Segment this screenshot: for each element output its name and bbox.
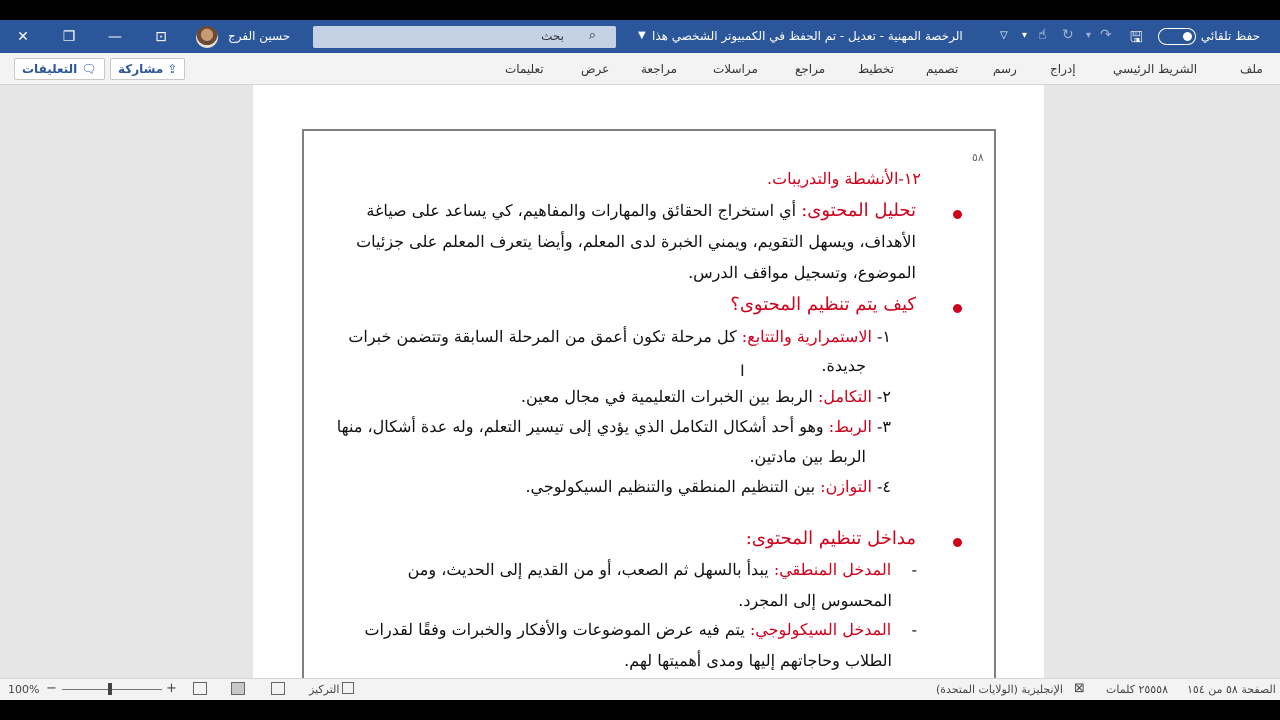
tab-layout[interactable]: تخطيط xyxy=(858,62,894,76)
tab-help[interactable]: تعليمات xyxy=(505,62,544,76)
zoom-slider-thumb[interactable] xyxy=(108,683,112,695)
bullet-marker xyxy=(953,304,962,313)
proofing-icon[interactable]: ⊠ xyxy=(1074,681,1085,696)
term-logical-approach: المدخل المنطقي: xyxy=(773,560,892,579)
comment-icon: 🗨 xyxy=(81,62,97,76)
document-page[interactable] xyxy=(253,85,1044,678)
search-placeholder: بحث xyxy=(541,29,564,43)
paragraph-line[interactable]: الموضوع، وتسجيل مواقف الدرس. xyxy=(688,263,916,282)
share-icon: ⇪ xyxy=(167,62,178,76)
ribbon-tabs xyxy=(0,53,1280,85)
subheading-text: مداخل تنظيم المحتوى: xyxy=(745,528,916,549)
autosave-toggle[interactable] xyxy=(1158,28,1196,45)
page-number: ٥٨ xyxy=(972,151,984,164)
subheading-text: كيف يتم تنظيم المحتوى؟ xyxy=(730,294,916,315)
section-heading[interactable] xyxy=(767,169,921,188)
title-dropdown-icon[interactable]: ▼ xyxy=(638,30,646,41)
item-number: ٤- xyxy=(877,477,891,496)
autosave-label: حفظ تلقائي xyxy=(1200,29,1260,43)
term-psychological-approach: المدخل السيكولوجي: xyxy=(749,620,892,639)
undo-icon[interactable]: ↷ xyxy=(1100,27,1112,43)
bullet-marker xyxy=(953,538,962,547)
tab-review[interactable]: مراجعة xyxy=(641,62,678,76)
share-label: مشاركة xyxy=(118,62,164,76)
tab-draw[interactable]: رسم xyxy=(993,62,1017,76)
tab-home[interactable]: الشريط الرئيسي xyxy=(1113,62,1198,76)
term-balance: التوازن: xyxy=(820,477,872,496)
document-title: الرخصة المهنية - تعديل - تم الحفظ في الكمبيوتر الشخصي هذا xyxy=(652,29,963,43)
heading-text: ١٢-الأنشطة والتدريبات. xyxy=(767,169,921,188)
language-status[interactable]: الإنجليزية (الولايات المتحدة) xyxy=(936,683,1063,696)
avatar[interactable] xyxy=(196,26,218,48)
focus-label[interactable]: التركيز xyxy=(309,683,340,696)
numbered-item[interactable] xyxy=(337,417,891,436)
redo-icon[interactable]: ↻ xyxy=(1062,27,1074,43)
paragraph-line[interactable]: جديدة. xyxy=(821,356,866,375)
numbered-item[interactable] xyxy=(521,387,891,406)
title-bar xyxy=(0,20,1280,53)
paragraph-line[interactable] xyxy=(366,200,916,221)
user-name[interactable]: حسين الفرج xyxy=(228,29,291,43)
paragraph-line[interactable]: المحسوس إلى المجرد. xyxy=(738,591,892,610)
dash-marker: - xyxy=(896,560,917,579)
focus-icon[interactable] xyxy=(342,682,354,694)
text: يتم فيه عرض الموضوعات والأفكار والخبرات وفقًا لقدرات xyxy=(364,620,745,639)
term-integration: التكامل: xyxy=(817,387,872,406)
tab-design[interactable]: تصميم xyxy=(926,62,959,76)
tab-file[interactable]: ملف xyxy=(1240,62,1263,76)
term-continuity: الاستمرارية والتتابع: xyxy=(741,327,872,346)
tab-references[interactable]: مراجع xyxy=(795,62,826,76)
read-mode-icon[interactable] xyxy=(271,682,285,695)
numbered-item[interactable] xyxy=(348,327,891,346)
bullet-marker xyxy=(953,210,962,219)
print-layout-icon[interactable] xyxy=(231,682,245,695)
touch-mode-dropdown-icon[interactable]: ▾ xyxy=(1022,30,1028,41)
comments-button[interactable] xyxy=(14,58,105,80)
search-icon: ⌕ xyxy=(588,28,596,43)
tab-insert[interactable]: إدراج xyxy=(1050,62,1076,76)
search-box[interactable] xyxy=(313,26,616,48)
text: بين التنظيم المنطقي والتنظيم السيكولوجي. xyxy=(525,477,816,496)
item-number: ٢- xyxy=(877,387,891,406)
item-number: ٣- xyxy=(877,417,891,436)
zoom-level[interactable]: 100% xyxy=(8,683,40,696)
dash-marker: - xyxy=(896,620,917,639)
touch-mode-icon[interactable]: ☝ xyxy=(1038,27,1047,43)
word-count[interactable]: ٢٥٥٥٨ كلمات xyxy=(1106,683,1168,696)
dash-item[interactable] xyxy=(408,560,917,579)
web-layout-icon[interactable] xyxy=(193,682,207,695)
paragraph-line[interactable]: الربط بين مادتين. xyxy=(749,447,866,466)
document-canvas[interactable] xyxy=(0,85,1280,678)
subheading-organize-content[interactable] xyxy=(730,294,916,315)
share-button[interactable] xyxy=(110,58,185,80)
paragraph-line[interactable]: الطلاب وحاجاتهم إليها ومدى أهميتها لهم. xyxy=(624,651,892,670)
status-bar xyxy=(0,678,1280,700)
restore-icon[interactable]: ❐ xyxy=(62,28,76,45)
text: وهو أحد أشكال التكامل الذي يؤدي إلى تيسير التعلم، وله عدة أشكال، منها xyxy=(336,417,824,436)
subheading-content-approaches[interactable] xyxy=(746,528,916,549)
save-icon[interactable]: 🖫 xyxy=(1130,28,1143,46)
zoom-slider[interactable] xyxy=(62,689,162,690)
minimize-icon[interactable]: — xyxy=(108,28,122,45)
word-window xyxy=(0,20,1280,700)
comments-label: التعليقات xyxy=(22,62,78,76)
close-icon[interactable]: ✕ xyxy=(17,28,29,45)
zoom-in-icon[interactable]: + xyxy=(166,681,177,696)
item-number: ١- xyxy=(877,327,891,346)
undo-dropdown-icon[interactable]: ▾ xyxy=(1086,30,1092,41)
customize-qat-icon[interactable]: ▽ xyxy=(1000,30,1008,41)
tab-view[interactable]: عرض xyxy=(581,62,610,76)
numbered-item[interactable] xyxy=(525,477,891,496)
text: يبدأ بالسهل ثم الصعب، أو من القديم إلى الحديث، ومن xyxy=(407,560,769,579)
paragraph-line[interactable]: الأهداف، ويسهل التقويم، ويمني الخبرة لدى المعلم، وأيضا يتعرف المعلم على جزئيات xyxy=(356,232,916,251)
page-info[interactable]: الصفحة ٥٨ من ١٥٤ xyxy=(1187,683,1276,696)
text: أي استخراج الحقائق والمهارات والمفاهيم، كي يساعد على صياغة xyxy=(366,201,797,220)
term-content-analysis: تحليل المحتوى: xyxy=(801,200,916,221)
text: كل مرحلة تكون أعمق من المرحلة السابقة وتتضمن خبرات xyxy=(348,327,737,346)
term-linking: الربط: xyxy=(828,417,872,436)
tab-mailings[interactable]: مراسلات xyxy=(713,62,758,76)
text-cursor-icon: I xyxy=(740,361,745,380)
zoom-out-icon[interactable]: − xyxy=(46,681,57,696)
ribbon-display-icon[interactable]: ⊡ xyxy=(155,28,167,45)
text: الربط بين الخبرات التعليمية في مجال معين. xyxy=(520,387,813,406)
dash-item[interactable] xyxy=(364,620,917,639)
